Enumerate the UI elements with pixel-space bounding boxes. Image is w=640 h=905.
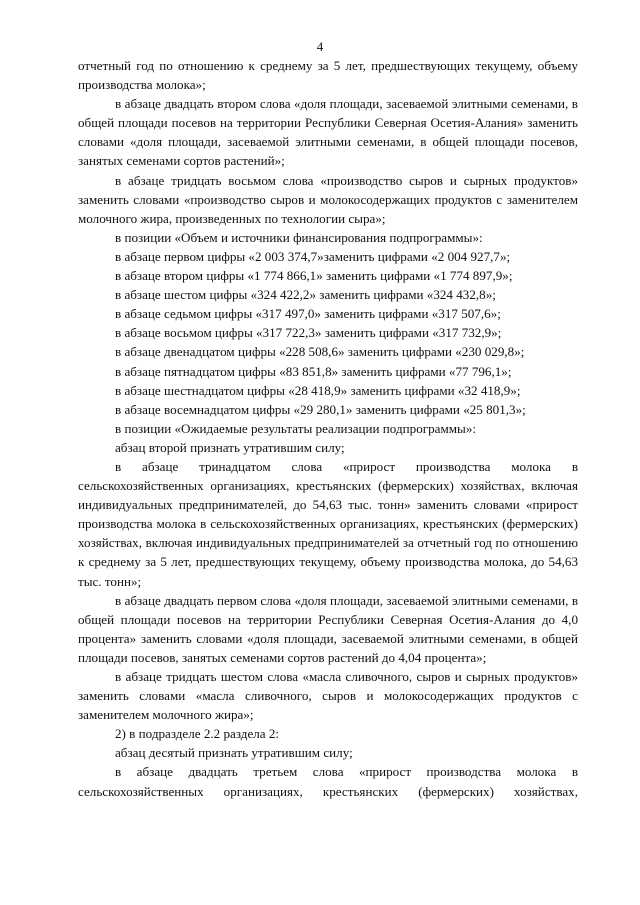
paragraph-7: в абзаце шестом цифры «324 422,2» заменить цифрами «324 432,8»; — [115, 287, 496, 303]
paragraph-4: в позиции «Объем и источники финансирования подпрограммы»: — [115, 229, 483, 245]
page-number: 4 — [316, 39, 324, 54]
paragraph-8: в абзаце седьмом цифры «317 497,0» заменить цифрами «317 507,6»; — [115, 306, 501, 322]
paragraph-18: в абзаце тридцать шестом слова «масла сливочного, сыров и сырных продуктов» заменить словами «масла сливочного, сыров и молокосодержащих продуктов с заменителем молочного жира»; — [78, 669, 578, 723]
paragraph-12: в абзаце шестнадцатом цифры «28 418,9» заменить цифрами «32 418,9»; — [115, 382, 521, 398]
paragraph-13: в абзаце восемнадцатом цифры «29 280,1» заменить цифрами «25 801,3»; — [115, 401, 526, 417]
paragraph-17: в абзаце двадцать первом слова «доля площади, засеваемой элитными семенами, в общей площади посевов на территории Республики Северная Осетия-Алания до 4,0 процента» заменить словами «доля площади, засеваемой элитными семенами, в общей площади посевов, занятых семенами сортов растений до 4,04 процента»; — [78, 592, 578, 665]
paragraph-9: в абзаце восьмом цифры «317 722,3» заменить цифрами «317 732,9»; — [115, 325, 502, 341]
paragraph-19: 2) в подразделе 2.2 раздела 2: — [115, 726, 280, 742]
paragraph-11: в абзаце пятнадцатом цифры «83 851,8» заменить цифрами «77 796,1»; — [115, 363, 512, 379]
paragraph-3: в абзаце тридцать восьмом слова «производство сыров и сырных продуктов» заменить словами «производство сыров и молокосодержащих продуктов с заменителем молочного жира, произведенных по технологии сыра»; — [78, 172, 578, 226]
paragraph-21: в абзаце двадцать третьем слова «прирост производства молока в сельскохозяйственных организациях, крестьянских (фермерских) хозяйствах, — [78, 764, 578, 799]
paragraph-1: отчетный год по отношению к среднему за 5 лет, предшествующих текущему, объему производства молока»; — [78, 58, 578, 93]
paragraph-20: абзац десятый признать утратившим силу; — [115, 745, 353, 761]
document-body — [78, 56, 578, 801]
paragraph-2: в абзаце двадцать втором слова «доля площади, засеваемой элитными семенами, в общей площади посевов на территории Республики Северная Осетия-Алания» заменить словами «доля площади, засеваемой элитными семенами, в общей площади посевов, занятых семенами сортов растений»; — [78, 96, 578, 169]
paragraph-5: в абзаце первом цифры «2 003 374,7»заменить цифрами «2 004 927,7»; — [115, 248, 511, 264]
paragraph-15: абзац второй признать утратившим силу; — [115, 439, 345, 455]
paragraph-14: в позиции «Ожидаемые результаты реализации подпрограммы»: — [115, 420, 477, 436]
paragraph-10: в абзаце двенадцатом цифры «228 508,6» заменить цифрами «230 029,8»; — [115, 344, 525, 360]
paragraph-6: в абзаце втором цифры «1 774 866,1» заменить цифрами «1 774 897,9»; — [115, 268, 513, 284]
paragraph-16: в абзаце тринадцатом слова «прирост производства молока в сельскохозяйственных организациях, крестьянских (фермерских) хозяйствах, включая индивидуальных предпринимателей, до 54,63 тыс. тонн» заменить словами «прирост производства молока в сельскохозяйственных организациях, крестьянских (фермерских) хозяйствах, включая индивидуальных предпринимателей за отчетный год по отношению к среднему за 5 лет, предшествующих текущему, объему производства молока, до 54,63 тыс. тонн»; — [78, 458, 578, 589]
